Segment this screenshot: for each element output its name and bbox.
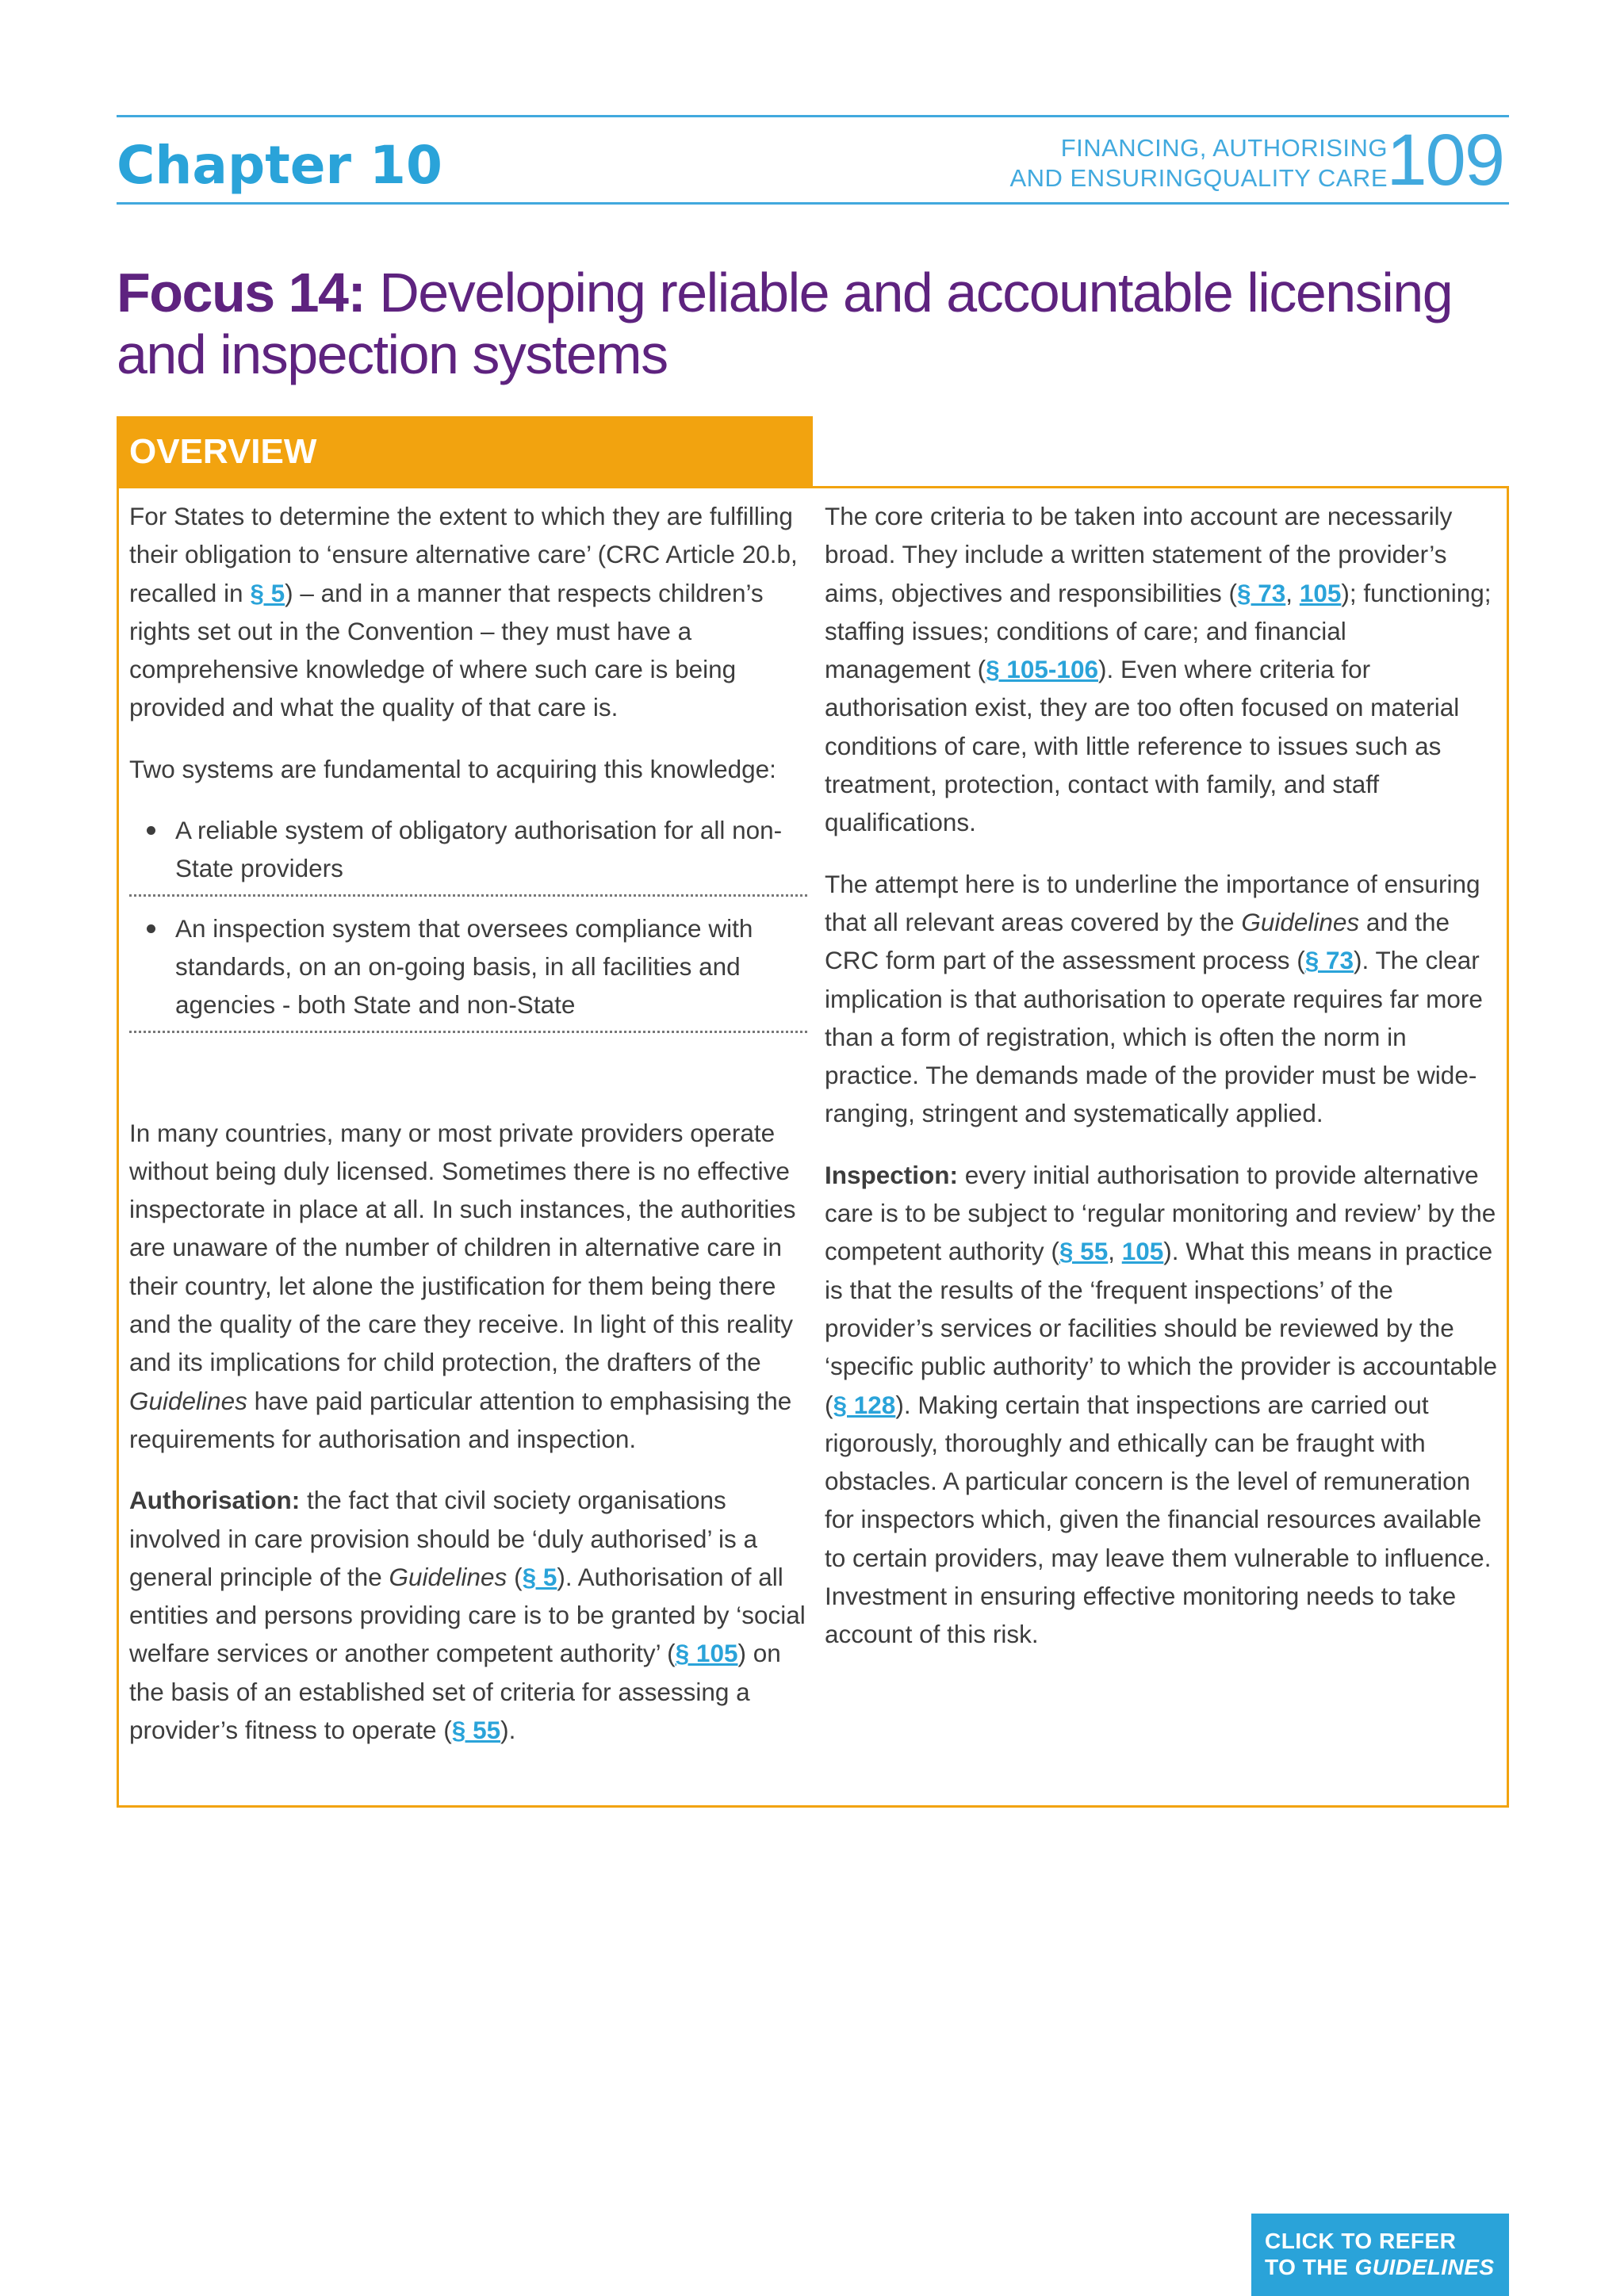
paragraph xyxy=(129,497,807,727)
list-item-text: A reliable system of obligatory authorisation for all non-State providers xyxy=(175,816,783,883)
guideline-link[interactable]: 105 xyxy=(1299,578,1342,607)
text: , xyxy=(1108,1237,1122,1266)
guideline-link[interactable]: § 73 xyxy=(1304,946,1354,975)
paragraph xyxy=(825,497,1499,842)
text: TO THE xyxy=(1265,2255,1355,2279)
section-title xyxy=(1009,133,1388,193)
text: every initial authorisation to provide alternative care is to be subject to ‘regular monitoring and review’ by the competent authority ( xyxy=(825,1160,1496,1266)
emphasis: Guidelines xyxy=(1241,907,1360,936)
refer-to-guidelines-button[interactable] xyxy=(1251,2214,1509,2296)
paragraph xyxy=(129,1114,807,1459)
guideline-link[interactable]: § 5 xyxy=(522,1562,557,1591)
bullet-list xyxy=(129,811,807,1032)
guideline-link[interactable]: § 5 xyxy=(250,578,285,607)
emphasis: Guidelines xyxy=(129,1386,247,1415)
text: ); functioning; staffing issues; conditions of care; and financial management ( xyxy=(825,578,1492,684)
text: ). Even where criteria for authorisation exist, they are too often focused on material conditions of care, with little reference to issues such as treatment, protection, contact with family, and staff qualifications. xyxy=(825,655,1460,837)
emphasis: GUIDELINES xyxy=(1354,2255,1495,2279)
guideline-link[interactable]: § 55 xyxy=(451,1716,501,1745)
text: The core criteria to be taken into account are necessarily broad. They include a written statement of the provider’s aims, objectives and responsibilities ( xyxy=(825,502,1453,607)
paragraph-label: Inspection: xyxy=(825,1160,959,1189)
text: and the CRC form part of the assessment process ( xyxy=(825,907,1450,975)
focus-label: Focus 14: xyxy=(117,262,366,323)
bullet-icon xyxy=(147,826,155,835)
text: ). The clear implication is that authorisation to operate requires far more than a form of registration, which is often the norm in practice. The demands made of the provider must be wide-ranging, stringent and systematically applied. xyxy=(825,946,1483,1128)
text: ). Authorisation of all entities and persons providing care is to be granted by ‘social welfare services or another competent authority’ ( xyxy=(129,1562,806,1668)
text: For States to determine the extent to which they are fulfilling their obligation to ‘ensure alternative care’ (CRC Article 20.b, recalled in xyxy=(129,502,798,607)
paragraph xyxy=(129,1481,807,1749)
text: ) on the basis of an established set of criteria for assessing a provider’s fitness to operate ( xyxy=(129,1639,781,1745)
focus-title-text: Developing reliable and accountable licensing and inspection systems xyxy=(117,262,1453,385)
chapter-title: Chapter 10 xyxy=(117,135,442,196)
cta-line-1: CLICK TO REFER xyxy=(1265,2229,1457,2253)
text: The attempt here is to underline the importance of ensuring that all relevant areas covered by the xyxy=(825,869,1480,936)
text: , xyxy=(1285,578,1300,607)
guideline-link[interactable]: 105 xyxy=(1121,1237,1164,1266)
text: ). What this means in practice is that the results of the ‘frequent inspections’ of the provider’s services or facilities should be reviewed by the ‘specific public authority’ to which the provider is accountable ( xyxy=(825,1237,1498,1419)
list-item-text: An inspection system that oversees compliance with standards, on an on-going basis, in all facilities and agencies - both State and non-State xyxy=(175,913,753,1020)
guideline-link[interactable]: § 128 xyxy=(833,1390,896,1419)
focus-heading xyxy=(117,262,1512,385)
text: ). Making certain that inspections are carried out rigorously, thoroughly and ethically can be fraught with obstacles. A particular concern is the level of remuneration for inspectors which, given the financial resources available to certain providers, may leave them vulnerable to influence. Investment in ensuring effective monitoring needs to take account of this risk. xyxy=(825,1390,1492,1649)
cta-line-2 xyxy=(1265,2254,1509,2280)
bullet-icon xyxy=(147,924,155,933)
overview-tab: OVERVIEW xyxy=(117,416,813,488)
text: the fact that civil society organisations involved in care provision should be ‘duly authorised’ is a general principle of the xyxy=(129,1486,758,1591)
paragraph: Two systems are fundamental to acquiring this knowledge: xyxy=(129,754,776,783)
guideline-link[interactable]: § 105-106 xyxy=(986,655,1098,684)
emphasis: Guidelines xyxy=(389,1562,508,1591)
paragraph xyxy=(825,1156,1499,1654)
section-title-line-1: FINANCING, AUTHORISING xyxy=(1060,134,1388,162)
text: ). xyxy=(500,1716,516,1745)
text: have paid particular attention to emphasising the requirements for authorisation and inspection. xyxy=(129,1386,792,1453)
text: In many countries, many or most private providers operate without being duly licensed. Sometimes there is no effective inspectorate in place at all. In such instances, the authorities are unaware of the number of children in alternative care in their country, let alone the justification for them being there and the quality of the care they receive. In light of this reality and its implications for child protection, the drafters of the xyxy=(129,1118,796,1377)
guideline-link[interactable]: § 105 xyxy=(675,1639,738,1668)
guideline-link[interactable]: § 55 xyxy=(1059,1237,1109,1266)
list-item xyxy=(129,811,807,897)
paragraph xyxy=(825,865,1499,1133)
header-bottom-rule xyxy=(117,202,1509,205)
paragraph-label: Authorisation: xyxy=(129,1486,301,1515)
overview-right-column xyxy=(825,497,1499,1677)
section-title-line-2: AND ENSURINGQUALITY CARE xyxy=(1009,164,1388,192)
text: ( xyxy=(507,1562,523,1591)
overview-left-column xyxy=(129,497,807,1772)
guideline-link[interactable]: § 73 xyxy=(1236,578,1286,607)
header-top-rule xyxy=(117,115,1509,117)
text: ) – and in a manner that respects children’s rights set out in the Convention – they must have a comprehensive knowledge of where such care is being provided and what the quality of that care is. xyxy=(129,578,764,722)
list-item xyxy=(129,909,807,1033)
page-number: 109 xyxy=(1386,120,1503,201)
